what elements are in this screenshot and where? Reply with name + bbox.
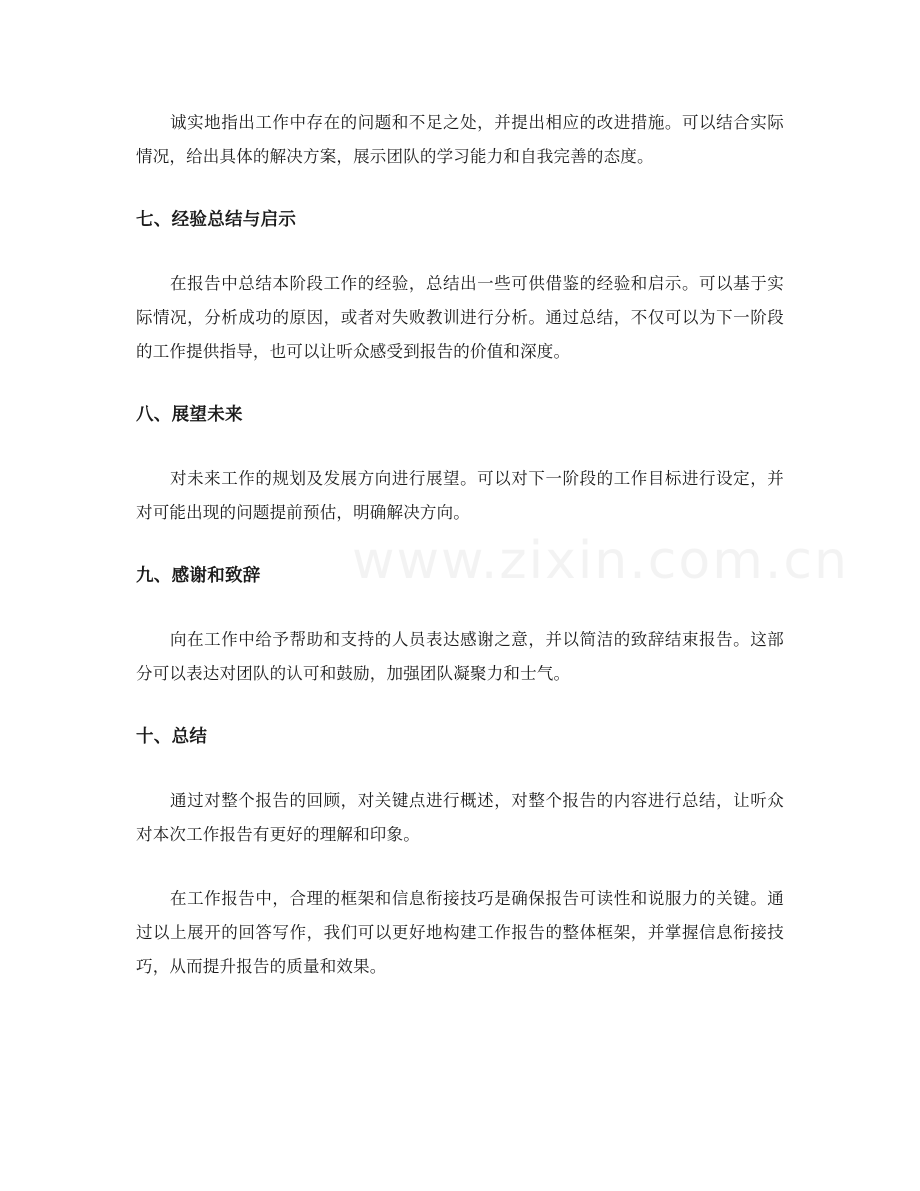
watermark-text: www.zixin.com.cn xyxy=(352,531,849,591)
paragraph-summary: 通过对整个报告的回顾，对关键点进行概述，对整个报告的内容进行总结，让听众对本次工作报告有更好的理解和印象。 xyxy=(136,791,784,844)
paragraph-experience: 在报告中总结本阶段工作的经验，总结出一些可供借鉴的经验和启示。可以基于实际情况，分析成功的原因，或者对失败教训进行分析。通过总结，不仅可以为下一阶段的工作提供指导，也可以让听众感受到报告的价值和深度。 xyxy=(136,274,784,361)
heading-section-10: 十、总结 xyxy=(136,727,208,747)
document-body xyxy=(136,106,784,984)
paragraph-thanks: 向在工作中给予帮助和支持的人员表达感谢之意，并以简洁的致辞结束报告。这部分可以表达对团队的认可和鼓励，加强团队凝聚力和士气。 xyxy=(136,630,784,683)
heading-section-9: 九、感谢和致辞 xyxy=(136,566,261,586)
heading-section-8: 八、展望未来 xyxy=(136,405,243,425)
paragraph-problems: 诚实地指出工作中存在的问题和不足之处，并提出相应的改进措施。可以结合实际情况，给出具体的解决方案，展示团队的学习能力和自我完善的态度。 xyxy=(136,113,784,166)
heading-section-7: 七、经验总结与启示 xyxy=(136,210,297,230)
paragraph-conclusion: 在工作报告中，合理的框架和信息衔接技巧是确保报告可读性和说服力的关键。通过以上展开的回答写作，我们可以更好地构建工作报告的整体框架，并掌握信息衔接技巧，从而提升报告的质量和效果。 xyxy=(136,889,784,976)
paragraph-outlook: 对未来工作的规划及发展方向进行展望。可以对下一阶段的工作目标进行设定，并对可能出现的问题提前预估，明确解决方向。 xyxy=(136,469,784,522)
